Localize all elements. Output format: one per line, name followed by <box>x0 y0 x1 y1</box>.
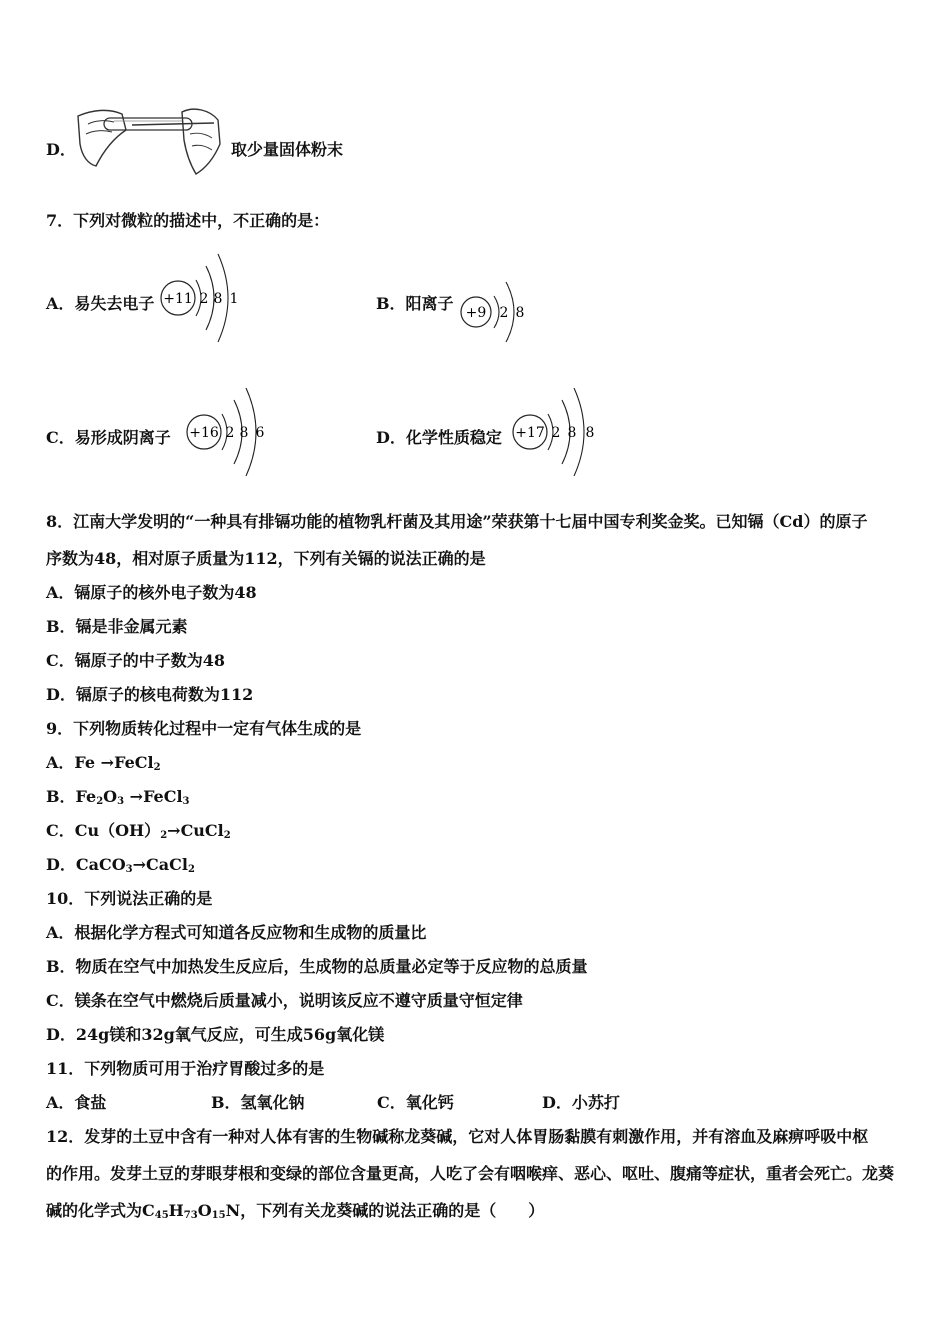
q9-stem: 9．下列物质转化过程中一定有气体生成的是 <box>46 719 362 738</box>
q10-option-c: C．镁条在空气中燃烧后质量减小，说明该反应不遵守质量守恒定律 <box>46 991 523 1010</box>
q7-option-d-atom-diagram <box>510 376 602 486</box>
q11-option-d: D．小苏打 <box>542 1093 620 1112</box>
q7-b-e2: 8 <box>515 305 525 321</box>
q12-line1: 12．发芽的土豆中含有一种对人体有害的生物碱称龙葵碱，它对人体胃肠黏膜有刺激作用，并有溶血及麻痹呼吸中枢 <box>46 1127 869 1146</box>
q12-line3: 碱的化学式为$C_{45}H_{73}O_{15}N$，下列有关龙葵碱的说法正确的是（ ） <box>46 1201 545 1221</box>
q7-option-c-label: C．易形成阴离子 <box>46 428 171 447</box>
q9-option-d: D．CaCO$_3$→CaCl$_2$ <box>46 855 195 875</box>
q7-d-e2: 8 <box>567 425 577 441</box>
q12-line2: 的作用。发芽土豆的芽眼芽根和变绿的部位含量更高，人吃了会有咽喉痒、恶心、呕吐、腹痛等症状，重者会死亡。龙葵 <box>46 1164 895 1183</box>
q9-option-a: A．Fe →FeCl$_2$ <box>46 753 161 773</box>
q7-stem: 7．下列对微粒的描述中，不正确的是： <box>46 211 330 230</box>
q7-b-e1: 2 <box>499 305 509 321</box>
q11-stem: 11．下列物质可用于治疗胃酸过多的是 <box>46 1059 325 1078</box>
q7-a-e3: 1 <box>229 291 239 307</box>
q7-c-e2: 8 <box>239 425 249 441</box>
q7-option-b-label: B．阳离子 <box>376 294 454 313</box>
q6-option-d-text: 取少量固体粉末 <box>231 140 344 159</box>
q7-option-b-atom-diagram <box>458 262 538 352</box>
q7-d-nucleus: +17 <box>515 425 545 441</box>
q8-option-c: C．镉原子的中子数为48 <box>46 651 226 670</box>
q7-c-e1: 2 <box>225 425 235 441</box>
q7-b-nucleus: +9 <box>465 305 487 321</box>
q10-option-a: A．根据化学方程式可知道各反应物和生成物的质量比 <box>46 923 427 942</box>
q8-option-a: A．镉原子的核外电子数为48 <box>46 583 257 602</box>
q10-stem: 10．下列说法正确的是 <box>46 889 213 908</box>
q7-option-d-label: D．化学性质稳定 <box>376 428 502 447</box>
q8-stem-line2: 序数为48，相对原子质量为112，下列有关镉的说法正确的是 <box>46 549 486 568</box>
q11-option-b: B．氢氧化钠 <box>211 1093 305 1112</box>
q7-option-c-atom-diagram <box>184 376 274 486</box>
q10-option-b: B．物质在空气中加热发生反应后，生成物的总质量必定等于反应物的总质量 <box>46 957 588 976</box>
q10-option-d: D．24g镁和32g氧气反应，可生成56g氧化镁 <box>46 1025 385 1044</box>
q9-option-c: C．$Cu(OH)_2\to CuCl_2$ <box>46 821 231 841</box>
q7-a-e2: 8 <box>213 291 223 307</box>
q7-option-a-atom-diagram <box>158 240 248 350</box>
q8-option-b: B．镉是非金属元素 <box>46 617 188 636</box>
q7-c-nucleus: +16 <box>189 425 219 441</box>
q7-c-e3: 6 <box>255 425 265 441</box>
q11-option-c: C．氧化钙 <box>377 1093 454 1112</box>
q7-a-nucleus: +11 <box>163 291 193 307</box>
test-tube-hands-illustration <box>74 104 224 178</box>
q7-d-e3: 8 <box>585 425 595 441</box>
q7-option-a-label: A．易失去电子 <box>46 294 155 313</box>
q8-option-d: D．镉原子的核电荷数为112 <box>46 685 254 704</box>
q11-option-a: A．食盐 <box>46 1093 107 1112</box>
q7-a-e1: 2 <box>199 291 209 307</box>
q8-stem-line1: 8．江南大学发明的“一种具有排镉功能的植物乳杆菌及其用途”荣获第十七届中国专利奖金奖。已知镉（Cd）的原子 <box>46 512 868 531</box>
q9-option-b: B．$Fe_2O_3$ →FeCl$_3$ <box>46 787 190 807</box>
q6-option-d-label: D． <box>46 140 76 159</box>
q7-d-e1: 2 <box>551 425 561 441</box>
